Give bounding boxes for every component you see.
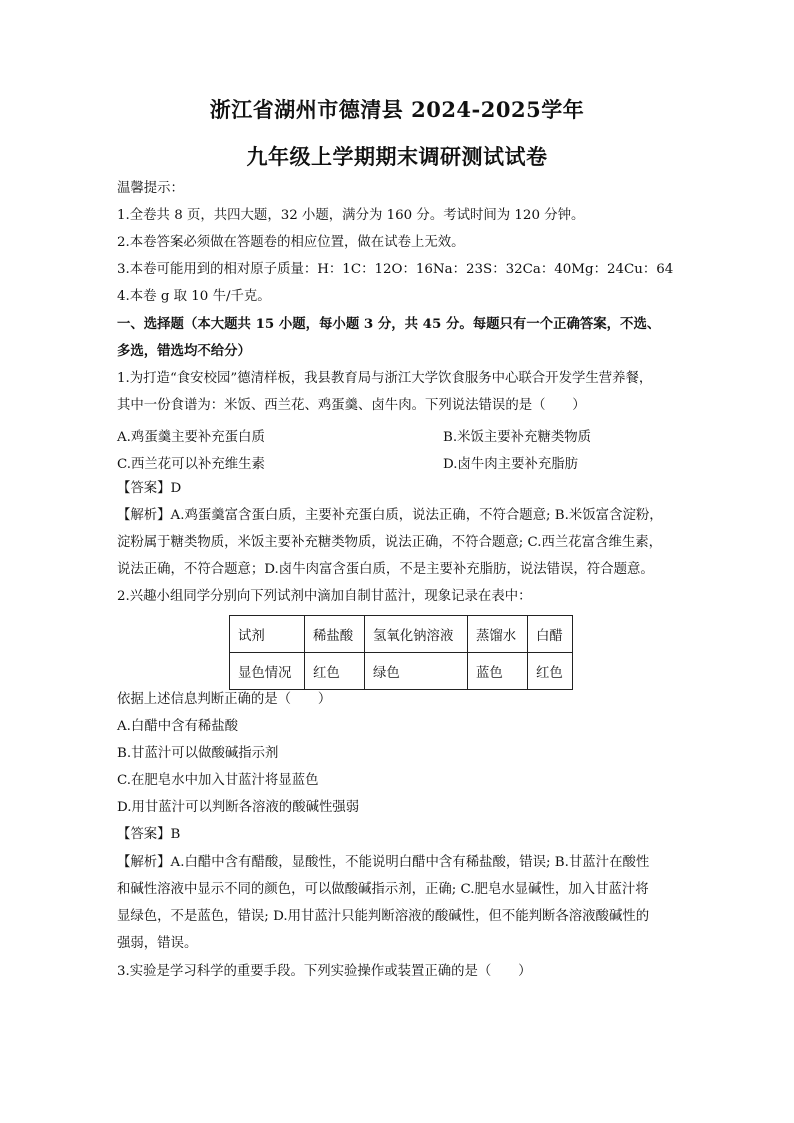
section-heading: 一、选择题（本大题共 15 小题，每小题 3 分，共 45 分。每题只有一个正确答案，不选、 [117,316,661,332]
table-cell: 红色 [305,653,365,690]
question-2-analysis: 【解析】A.白醋中含有醋酸，显酸性，不能说明白醋中含有稀盐酸，错误; B.甘蓝汁在酸性 [117,855,650,870]
table-header-cell: 稀盐酸 [305,616,365,653]
question-1-analysis: 说法正确，不符合题意；D.卤牛肉富含蛋白质，不是主要补充脂肪，说法错误，符合题意。 [117,562,654,577]
question-1-stem: 1.为打造“食安校园”德清样板，我县教育局与浙江大学饮食服务中心联合开发学生营养餐， [117,371,653,386]
table-cell: 绿色 [365,653,468,690]
question-2-stem: 2.兴趣小组同学分别向下列试剂中滴加自制甘蓝汁，现象记录在表中： [117,589,532,604]
question-2-answer: 【答案】B [117,827,181,842]
table-row [230,616,573,653]
question-2-analysis: 显绿色，不是蓝色，错误; D.用甘蓝汁只能判断溶液的酸碱性，但不能判断各溶液酸碱性的 [117,909,650,924]
question-1-option-b: B.米饭主要补充糖类物质 [443,430,592,445]
question-1-option-c: C.西兰花可以补充维生素 [117,457,265,472]
tip-item: 3.本卷可能用到的相对原子质量：H：1C：12O：16Na：23S：32Ca：40Mg：24Cu：64 [117,262,674,277]
question-1-option-d: D.卤牛肉主要补充脂肪 [443,457,579,472]
question-2-option-c: C.在肥皂水中加入甘蓝汁将显蓝色 [117,773,319,788]
question-1-analysis: 【解析】A.鸡蛋羹富含蛋白质，主要补充蛋白质，说法正确，不符合题意; B.米饭富含淀粉， [117,508,663,523]
question-2-option-a: A.白醋中含有稀盐酸 [117,719,239,734]
question-2-option-b: B.甘蓝汁可以做酸碱指示剂 [117,746,279,761]
table-header-cell: 试剂 [230,616,305,653]
table-header-cell: 蒸馏水 [468,616,528,653]
table-header-cell: 氢氧化钠溶液 [365,616,468,653]
table-header-cell: 白醋 [528,616,573,653]
question-2-analysis: 和碱性溶液中显示不同的颜色，可以做酸碱指示剂，正确; C.肥皂水显碱性，加入甘蓝汁将 [117,882,649,897]
tip-item: 4.本卷 g 取 10 牛/千克。 [117,289,271,304]
question-2-prompt: 依据上述信息判断正确的是（ ） [117,692,332,707]
question-1-stem-cont: 其中一份食谱为：米饭、西兰花、鸡蛋羹、卤牛肉。下列说法错误的是（ ） [117,398,586,413]
tips-heading: 温馨提示： [117,181,184,196]
page-title: 浙江省湖州市德清县 2024-2025学年 [209,97,585,122]
table-cell: 显色情况 [230,653,305,690]
tip-item: 2.本卷答案必须做在答题卷的相应位置，做在试卷上无效。 [117,235,465,250]
reagent-color-table [229,615,573,690]
table-cell: 红色 [528,653,573,690]
question-3-stem: 3.实验是学习科学的重要手段。下列实验操作或装置正确的是（ ） [117,964,532,979]
question-1-option-a: A.鸡蛋羹主要补充蛋白质 [117,430,265,445]
table-cell: 蓝色 [468,653,528,690]
section-heading-cont: 多选，错选均不给分） [117,343,251,359]
page-subtitle: 九年级上学期期末调研测试试卷 [246,144,548,169]
table-row [230,653,573,690]
question-2-option-d: D.用甘蓝汁可以判断各溶液的酸碱性强弱 [117,800,360,815]
tip-item: 1.全卷共 8 页，共四大题，32 小题，满分为 160 分。考试时间为 120 分钟。 [117,208,585,223]
question-1-analysis: 淀粉属于糖类物质，米饭主要补充糖类物质，说法正确，不符合题意; C.西兰花富含维生素， [117,535,663,550]
question-2-analysis: 强弱，错误。 [117,936,198,951]
question-1-answer: 【答案】D [117,481,182,496]
